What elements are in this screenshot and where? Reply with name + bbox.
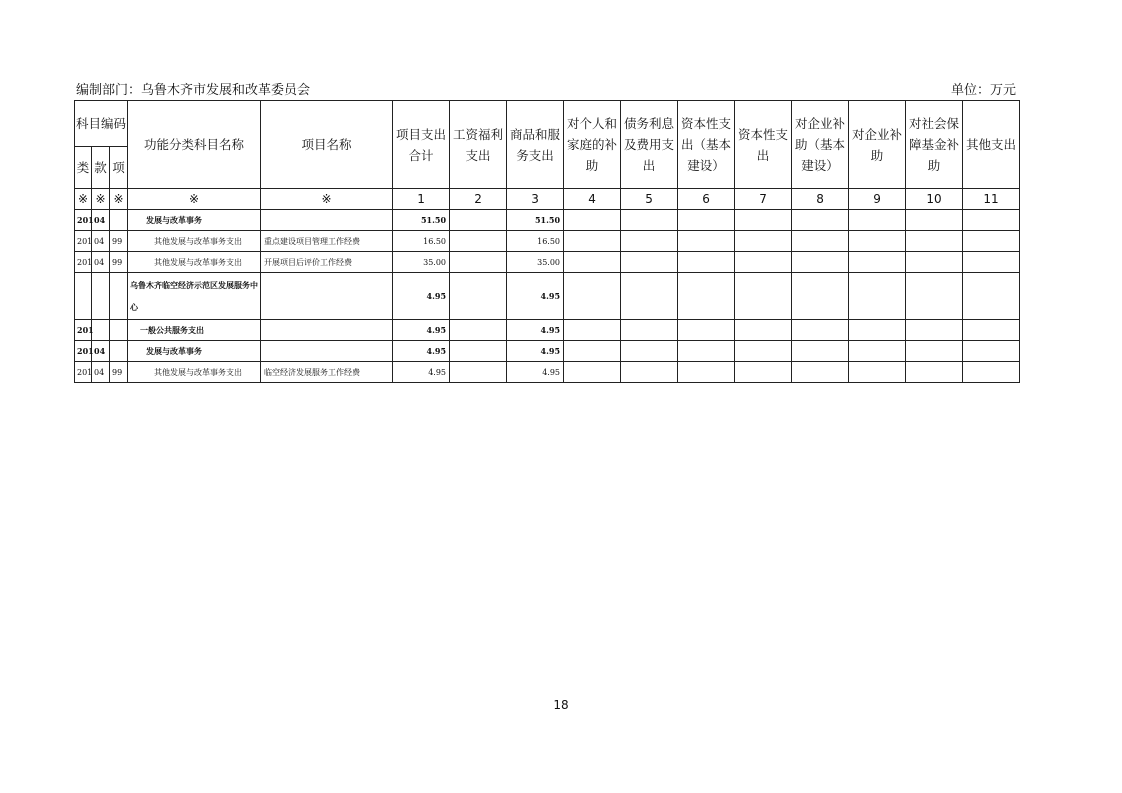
table-row: 201 04 99 其他发展与改革事务支出 开展项目后评价工作经费 35.00 35.00 bbox=[75, 252, 1020, 273]
col-4-header: 对个人和家庭的补助 bbox=[564, 101, 621, 189]
col-8-header: 对企业补助（基本建设） bbox=[792, 101, 849, 189]
department-label: 编制部门：乌鲁木齐市发展和改革委员会 bbox=[76, 83, 311, 98]
col-1-header: 项目支出合计 bbox=[393, 101, 450, 189]
xiang-header: 项 bbox=[110, 147, 128, 189]
table-row: 201 04 发展与改革事务 51.50 51.50 bbox=[75, 210, 1020, 231]
table-row: 乌鲁木齐临空经济示范区发展服务中心 4.95 4.95 bbox=[75, 273, 1020, 320]
table-row: 201 04 99 其他发展与改革事务支出 临空经济发展服务工作经费 4.95 4.95 bbox=[75, 362, 1020, 383]
project-name-header: 项目名称 bbox=[261, 101, 393, 189]
table-row: 201 04 发展与改革事务 4.95 4.95 bbox=[75, 341, 1020, 362]
col-9-header: 对企业补助 bbox=[849, 101, 906, 189]
kuan-header: 款 bbox=[92, 147, 110, 189]
column-index-row: ※ ※ ※ ※ ※ 1 2 3 4 5 6 7 8 9 10 11 bbox=[75, 189, 1020, 210]
col-2-header: 工资福利支出 bbox=[450, 101, 507, 189]
table-row: 201 一般公共服务支出 4.95 4.95 bbox=[75, 320, 1020, 341]
project-expenditure-table bbox=[74, 100, 1020, 383]
table-row: 201 04 99 其他发展与改革事务支出 重点建设项目管理工作经费 16.50 16.50 bbox=[75, 231, 1020, 252]
col-11-header: 其他支出 bbox=[963, 101, 1020, 189]
page-number: 18 bbox=[553, 698, 569, 712]
col-3-header: 商品和服务支出 bbox=[507, 101, 564, 189]
col-6-header: 资本性支出（基本建设） bbox=[678, 101, 735, 189]
function-name-header: 功能分类科目名称 bbox=[128, 101, 261, 189]
lei-header: 类 bbox=[75, 147, 92, 189]
col-7-header: 资本性支出 bbox=[735, 101, 792, 189]
col-10-header: 对社会保障基金补助 bbox=[906, 101, 963, 189]
col-5-header: 债务利息及费用支出 bbox=[621, 101, 678, 189]
unit-label: 单位：万元 bbox=[950, 83, 1016, 98]
subject-code-header: 科目编码 bbox=[75, 101, 128, 147]
